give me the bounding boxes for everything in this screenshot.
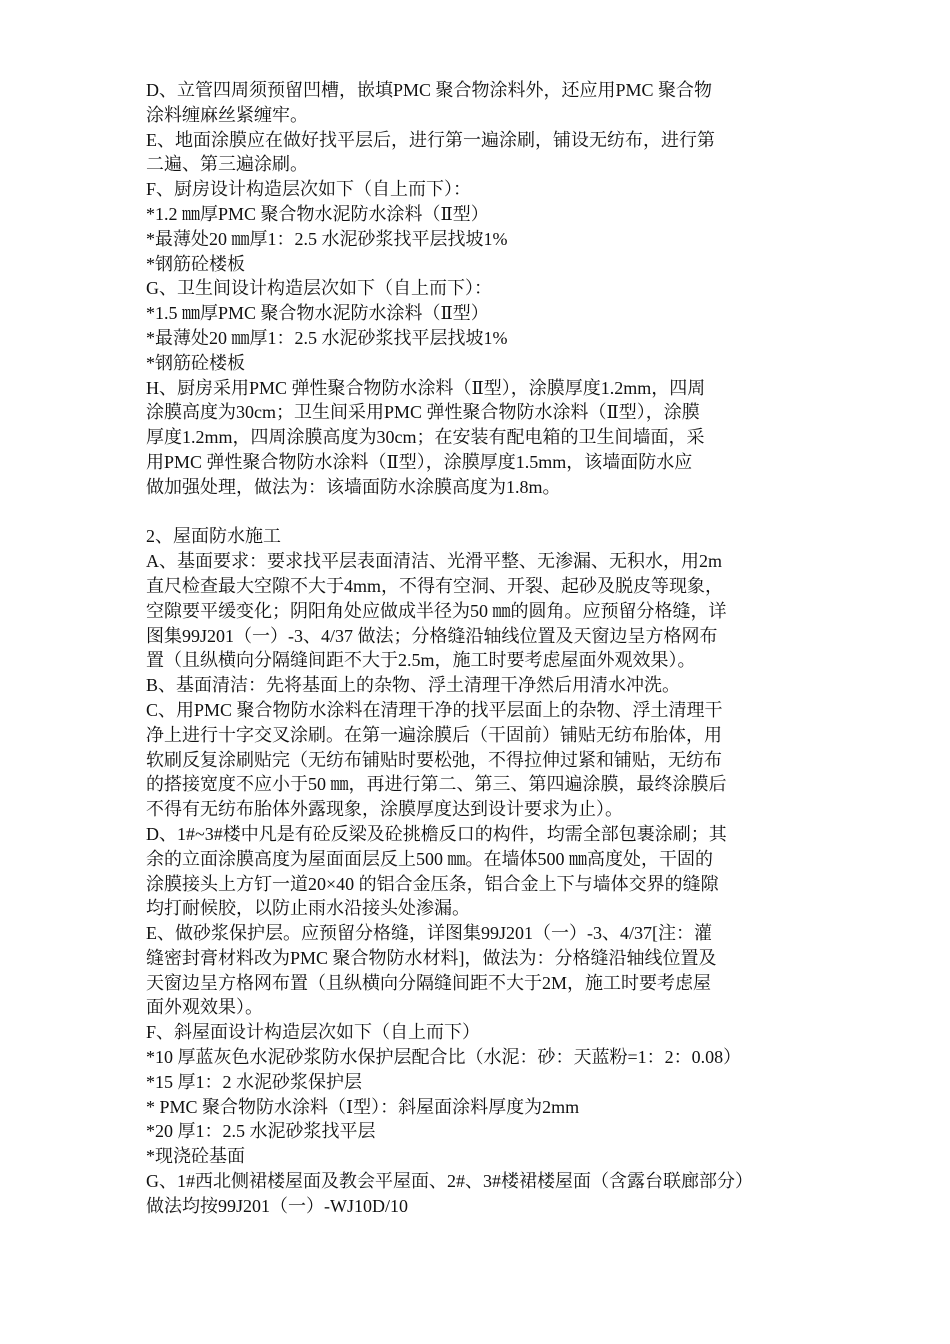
text-line: 余的立面涂膜高度为屋面面层反上500 ㎜。在墙体500 ㎜高度处，干固的 [146, 848, 713, 869]
text-line: 做加强处理，做法为：该墙面防水涂膜高度为1.8m。 [146, 476, 561, 497]
text-line: 面外观效果）。 [146, 997, 263, 1018]
text-line: 均打耐候胶，以防止雨水沿接头处渗漏。 [146, 898, 470, 919]
text-line: 厚度1.2mm，四周涂膜高度为30cm；在安装有配电箱的卫生间墙面，采 [146, 427, 705, 448]
text-line: F、厨房设计构造层次如下（自上而下）： [146, 179, 472, 200]
text-line: * PMC 聚合物防水涂料（Ⅰ型）：斜屋面涂料厚度为2mm [146, 1096, 580, 1117]
text-line: 的搭接宽度不应小于50 ㎜，再进行第二、第三、第四遍涂膜，最终涂膜后 [146, 774, 727, 795]
text-line: 涂膜高度为30cm；卫生间采用PMC 弹性聚合物防水涂料（Ⅱ型），涂膜 [146, 402, 700, 423]
text-line: *最薄处20 ㎜厚1：2.5 水泥砂浆找平层找坡1% [146, 327, 508, 348]
text-line: E、做砂浆保护层。应预留分格缝，详图集99J201（一）-3、4/37[注：灌 [146, 923, 712, 944]
text-line: 二遍、第三遍涂刷。 [146, 154, 308, 175]
text-line: *钢筋砼楼板 [146, 352, 245, 373]
document-body [146, 78, 806, 1219]
text-line: *最薄处20 ㎜厚1：2.5 水泥砂浆找平层找坡1% [146, 228, 508, 249]
text-line: *15 厚1：2 水泥砂浆保护层 [146, 1071, 362, 1092]
text-line: 天窗边呈方格网布置（且纵横向分隔缝间距不大于2M，施工时要考虑屋 [146, 972, 712, 993]
section-heading: 2、屋面防水施工 [146, 526, 281, 547]
text-line: 空隙要平缓变化；阴阳角处应做成半径为50 ㎜的圆角。应预留分格缝，详 [146, 600, 727, 621]
text-line: E、地面涂膜应在做好找平层后，进行第一遍涂刷，铺设无纺布，进行第 [146, 129, 715, 150]
text-line: 直尺检查最大空隙不大于4mm，不得有空洞、开裂、起砂及脱皮等现象， [146, 575, 723, 596]
text-line: D、立管四周须预留凹槽，嵌填PMC 聚合物涂料外，还应用PMC 聚合物 [146, 80, 713, 100]
text-line: F、斜屋面设计构造层次如下（自上而下） [146, 1022, 481, 1043]
text-line: B、基面清洁：先将基面上的杂物、浮土清理干净然后用清水冲洗。 [146, 675, 681, 696]
text-line: 图集99J201（一）-3、4/37 做法；分格缝沿轴线位置及天窗边呈方格网布 [146, 625, 718, 646]
text-line: A、基面要求：要求找平层表面清洁、光滑平整、无渗漏、无积水，用2m [146, 551, 722, 572]
text-line: *20 厚1：2.5 水泥砂浆找平层 [146, 1121, 376, 1142]
text-line: 缝密封膏材料改为PMC 聚合物防水材料]，做法为：分格缝沿轴线位置及 [146, 947, 717, 968]
text-line: 不得有无纺布胎体外露现象，涂膜厚度达到设计要求为止）。 [146, 799, 623, 820]
text-line: G、卫生间设计构造层次如下（自上而下）： [146, 278, 492, 299]
text-line: *钢筋砼楼板 [146, 253, 245, 274]
text-line: 用PMC 弹性聚合物防水涂料（Ⅱ型），涂膜厚度1.5mm，该墙面防水应 [146, 451, 693, 472]
text-line: 软刷反复涂刷贴完（无纺布铺贴时要松弛，不得拉伸过紧和铺贴，无纺布 [146, 749, 722, 770]
text-line: 净上进行十字交叉涂刷。在第一遍涂膜后（干固前）铺贴无纺布胎体，用 [146, 724, 722, 745]
text-line: *现浇砼基面 [146, 1146, 245, 1167]
text-line: 涂膜接头上方钉一道20×40 的铝合金压条，铝合金上下与墙体交界的缝隙 [146, 873, 719, 894]
text-line: 做法均按99J201（一）-WJ10D/10 [146, 1195, 408, 1216]
text-line: H、厨房采用PMC 弹性聚合物防水涂料（Ⅱ型），涂膜厚度1.2mm，四周 [146, 377, 706, 398]
blank-line [146, 500, 806, 525]
text-line: G、1#西北侧裙楼屋面及教会平屋面、2#、3#楼裙楼屋面（含露台联廊部分） [146, 1171, 753, 1192]
text-line: *1.5 ㎜厚PMC 聚合物水泥防水涂料（Ⅱ型） [146, 303, 489, 324]
text-line: C、用PMC 聚合物防水涂料在清理干净的找平层面上的杂物、浮土清理干 [146, 699, 723, 720]
text-line: 涂料缠麻丝紧缠牢。 [146, 104, 308, 125]
text-line: D、1#~3#楼中凡是有砼反梁及砼挑檐反口的构件，均需全部包裹涂刷；其 [146, 823, 727, 844]
text-line: 置（且纵横向分隔缝间距不大于2.5m，施工时要考虑屋面外观效果）。 [146, 650, 696, 671]
text-line: *1.2 ㎜厚PMC 聚合物水泥防水涂料（Ⅱ型） [146, 203, 489, 224]
text-line: *10 厚蓝灰色水泥砂浆防水保护层配合比（水泥：砂：天蓝粉=1：2：0.08） [146, 1047, 742, 1068]
